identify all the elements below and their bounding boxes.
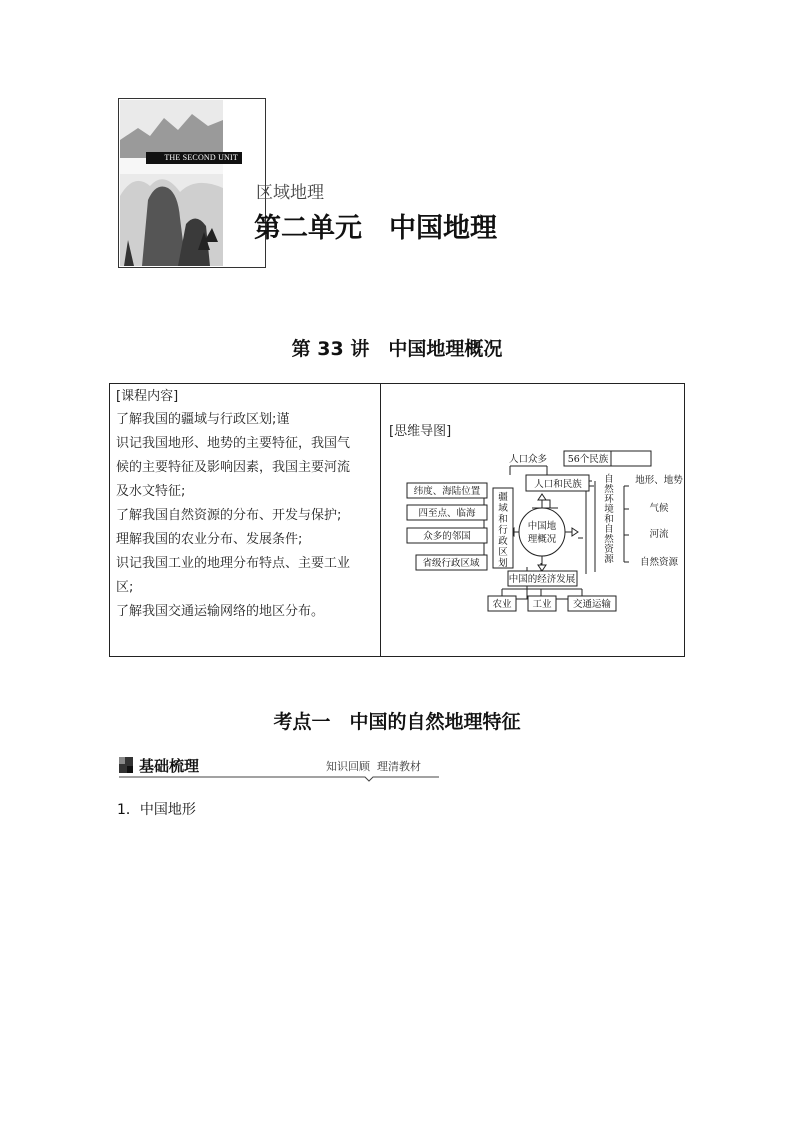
course-content-line: 了解我国自然资源的分布、开发与保护; <box>116 508 342 523</box>
mind-map-node-transport: 交通运输 <box>572 599 612 610</box>
mind-map-node-population: 人口众多 <box>508 454 548 465</box>
mind-map-node-extremes: 四至点、临海 <box>418 508 476 519</box>
mind-map-node-natural-resources: 自然资源 <box>639 557 679 568</box>
mind-map-node-industry: 工业 <box>532 599 552 610</box>
mind-map-node-neighbors: 众多的邻国 <box>423 531 471 542</box>
mind-map-node-agriculture: 农业 <box>492 599 512 610</box>
mind-map-node-economy: 中国的经济发展 <box>508 574 576 585</box>
course-content-line: 理解我国的农业分布、发展条件; <box>116 532 303 547</box>
mind-map-node-territory: 疆域和行政区划 <box>498 492 508 569</box>
mind-map-node-provinces: 省级行政区域 <box>422 558 480 569</box>
unit-subtitle: 区域地理 <box>256 183 324 203</box>
mind-map-center-line: 中国地 <box>527 521 557 532</box>
mind-map-node-rivers: 河流 <box>649 529 669 540</box>
lecture-title: 第 33 讲 中国地理概况 <box>291 338 503 360</box>
course-content-label: [课程内容] <box>116 389 179 404</box>
basics-subtitle: 知识回顾 理清教材 <box>326 760 421 773</box>
mind-map-node-location: 纬度、海陆位置 <box>413 486 481 497</box>
unit-title: 第二单元 中国地理 <box>254 213 497 244</box>
course-content-line: 及水文特征; <box>116 484 186 499</box>
course-content-line: 了解我国的疆域与行政区划;谨 <box>116 412 290 427</box>
mind-map-center-line: 理概况 <box>527 534 557 545</box>
mind-map-node-landform: 地形、地势 <box>635 475 683 486</box>
course-content-line: 识记我国工业的地理分布特点、主要工业 <box>116 556 351 571</box>
mountain-landscape-image <box>120 100 223 266</box>
course-overview-table <box>109 383 685 657</box>
mind-map-diagram <box>382 384 684 656</box>
mind-map-node-environment: 自然环境和自然资源 <box>604 474 614 565</box>
course-content-cell <box>110 384 381 656</box>
mind-map-node-climate: 气候 <box>649 503 669 514</box>
basics-title: 基础梳理 <box>139 757 200 775</box>
exam-point-title: 考点一 中国的自然地理特征 <box>273 711 521 733</box>
section-marker-icon <box>119 757 133 773</box>
mind-map-node-population-ethnicity: 人口和民族 <box>534 479 582 490</box>
course-content-line: 识记我国地形、地势的主要特征，我国气 <box>116 436 351 451</box>
course-content-line: 了解我国交通运输网络的地区分布。 <box>116 604 325 619</box>
section-item-landform: 1．中国地形 <box>117 802 196 818</box>
basics-underline <box>119 772 439 782</box>
mind-map-label: [思维导图] <box>389 424 452 439</box>
unit-english-banner: THE SECOND UNIT <box>146 152 242 164</box>
course-content-line: 区; <box>116 580 134 595</box>
mind-map-node-ethnic-groups: 56个民族 <box>567 454 609 465</box>
course-content-line: 候的主要特征及影响因素，我国主要河流 <box>116 460 351 475</box>
